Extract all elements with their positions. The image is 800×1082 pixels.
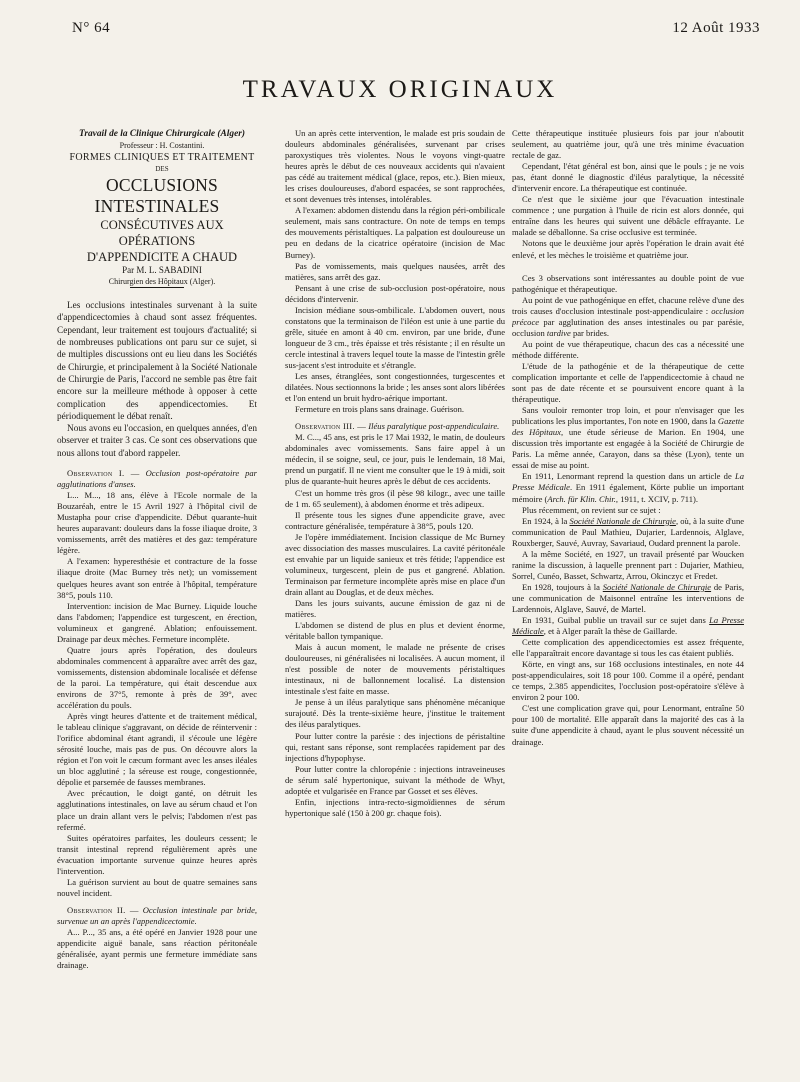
- observation-paragraph: Dans les jours suivants, aucune émission de gaz ni de matières.: [285, 597, 505, 620]
- discussion-paragraph: L'étude de la pathogénie et de la thérapeutique de cette complication importante et celle de l'appendicectomie à chaud ne sont pas de date récente et se poursuivent encore quant à la thérapeutique.: [512, 360, 744, 405]
- observation-label: Observation II. —: [67, 904, 139, 915]
- article-title-main: OCCLUSIONS INTESTINALES: [94, 175, 220, 217]
- observation-title: Occlusion post-opératoire par agglutinations d'anses.: [57, 468, 257, 490]
- title-rule: [130, 287, 184, 288]
- observation-title: Iléus paralytique post-appendiculaire.: [368, 421, 500, 432]
- observation-paragraph: Il présente tous les signes d'une appendicite grave, avec contracture généralisée, température à 38°5, pouls 120.: [285, 509, 505, 531]
- observation-paragraph: Pas de vomissements, mais quelques nausées, arrêt des matières, sans arrêt des gaz.: [285, 260, 505, 282]
- article-title-line-1: FORMES CLINIQUES ET TRAITEMENT: [69, 152, 255, 164]
- observation-title: Occlusion intestinale par bride, survenue un an après l'appendicectomie.: [57, 904, 257, 926]
- discussion-paragraph: A la même Société, en 1927, un travail présenté par Woucken ranime la discussion, à laquelle prennent part : Dujarier, Mathieu, Sorrel, Cunéo, Basset, Schwartz, Arrou, Okinczyc et Fredet.: [512, 548, 744, 581]
- article-title-line-3: CONSÉCUTIVES AUX OPÉRATIONS: [100, 218, 224, 249]
- intro-paragraph: Les occlusions intestinales survenant à la suite d'appendicectomies à chaud sont assez fréquentes. Cependant, leur traitement est toujours d'actualité; si de nombreuses publications ont paru sur ce sujet, si de multiples discussions ont eu lieu dans les Sociétés de Chirurgie, et principalement à la Société Nationale de Chirurgie de Paris, l'accord ne semble pas être fait encore sur la meilleure méthode à opposer à cette complication des appendicectomies. Et périodiquement le débat renaît.: [57, 301, 257, 422]
- discussion-paragraph: Plus récemment, on revient sur ce sujet :: [522, 504, 661, 515]
- discussion-paragraph: En 1931, Guibal publie un travail sur ce sujet dans La Presse Médicale, et à Alger paraît la thèse de Gaillarde.: [512, 615, 744, 637]
- observation-heading: [285, 421, 505, 432]
- intro-paragraph: Nous avons eu l'occasion, en quelques années, d'en observer et traiter 3 cas. Ce sont ces observations que nous allons tout d'abord rappeler.: [57, 424, 257, 459]
- observation-paragraph: Cette thérapeutique instituée plusieurs fois par jour n'aboutit seulement, au quatrième jour, qu'à une très minime évacuation rectale de gaz.: [512, 128, 744, 161]
- observation-paragraph: L'abdomen se distend de plus en plus et devient énorme, véritable ballon tympanique.: [285, 620, 505, 642]
- observation-paragraph: Pour lutter contre la chloropénie : injections intraveineuses de sérum salé hypertonique, suivant la méthode de Whyt, adoptée et vulgarisée en France par Gosset et ses élèves.: [285, 763, 505, 796]
- article-author: Par M. L. SABADINI: [122, 265, 202, 276]
- article-title-des: DES: [155, 165, 169, 174]
- observation-paragraph: La guérison survient au bout de quatre semaines sans nouvel incident.: [57, 876, 257, 898]
- observation-paragraph: L... M..., 18 ans, élève à l'Ecole normale de la Bouzaréah, entre le 15 Avril 1927 à l'hôpital civil de Mustapha pour crise d'appendicite. Début quarante-huit heures auparavant: douleurs dans la fosse iliaque droite, 3 vomissements, arrêt des matières et des gaz: température légère.: [57, 490, 257, 556]
- observation-paragraph: Je l'opère immédiatement. Incision classique de Mc Burney avec dissociation des masses musculaires. La cavité péritonéale est envahie par un liquide sanieux et très fétide; l'appendice est volumineux, turgescent, plein de pus et gangrené. Ablation. Terminaison par fermeture incomplète après mise en place d'un drain allant au Douglas, et de deux mèches.: [285, 531, 505, 597]
- discussion-paragraph: Cette complication des appendicectomies est assez fréquente, elle l'apparaîtrait encore davantage si tous les cas étaient publiés.: [512, 637, 744, 659]
- observation-paragraph: Cependant, l'état général est bon, ainsi que le pouls ; je ne vois pas, étant donné le diagnostic d'iléus paralytique, la nécessité d'intervenir encore. La thérapeutique est continuée.: [512, 161, 744, 194]
- observation-paragraph: C'est un homme très gros (il pèse 98 kilogr., avec une taille de 1 m. 65 seulement), à abdomen énorme et très adipeux.: [285, 487, 505, 509]
- observation-paragraph: Pensant à une crise de sub-occlusion post-opératoire, nous décidons d'intervenir.: [285, 282, 505, 304]
- observation-heading: [57, 905, 257, 927]
- observation-paragraph: A l'examen: abdomen distendu dans la région péri-ombilicale seulement, mais sans contracture. On note de temps en temps des mouvements péristaltiques. La palpation est douloureuse un peu en dedans de la cicatrice opératoire (incision de Mac Burney).: [285, 205, 505, 260]
- observation-paragraph: Notons que le deuxième jour après l'opération le drain avait été enlevé, et les mèches le troisième et quatrième jour.: [512, 238, 744, 260]
- observation-paragraph: Intervention: incision de Mac Burney. Liquide louche dans l'abdomen; l'appendice est turgescent, en érection, volumineux et gangrené. Ablation; enfouissement. Drainage par deux mèches. Fermeture incomplète.: [57, 600, 257, 644]
- clinic-title: Travail de la Clinique Chirurgicale (Alger): [78, 129, 246, 139]
- page-header: [50, 20, 760, 42]
- discussion-paragraph: Körte, en vingt ans, sur 168 occlusions intestinales, en note 44 post-appendiculaires, soit 18 pour 100. Comme il a opéré, pendant ce temps, 2.385 appendicites, l'occlusion post-opératoire s'élève à environ 2 pour 100.: [512, 659, 744, 703]
- discussion-paragraph: Au point de vue pathogénique en effet, chacune relève d'une des trois causes d'occlusion intestinale post-appendiculaire : occlusion précoce par agglutination des anses intestinales ou par parésie, occlusion tardive par brides.: [512, 294, 744, 338]
- column-1: [57, 128, 257, 1076]
- observation-paragraph: Les anses, étranglées, sont congestionnées, turgescentes et dilatées. Nous sectionnons la bride ; les anses sont alors libérées et l'on entend un bruit hydro-aérique important.: [285, 371, 505, 404]
- column-3: [512, 128, 744, 1076]
- issue-date: 12 Août 1933: [672, 20, 760, 36]
- clinic-professor: Professeur : H. Costantini.: [119, 141, 205, 150]
- observation-heading: [57, 468, 257, 490]
- observation-paragraph: A... P..., 35 ans, a été opéré en Janvier 1928 pour une appendicite aiguë banale, sans réaction péritonéale généralisée, ayant permis une fermeture immédiate sans drainage.: [57, 926, 257, 971]
- observation-paragraph: A l'examen: hyperesthésie et contracture de la fosse iliaque droite (Mac Burney très net); un vomissement quelques heures avant son entrée à l'hôpital, température 38°5, pouls 110.: [57, 556, 257, 600]
- observation-paragraph: Avec précaution, le doigt ganté, on détruit les agglutinations intestinales, on lave au sérum chaud et l'on place un drain allant vers le pelvis; l'abdomen n'est pas refermé.: [57, 788, 257, 832]
- observation-paragraph: Suites opératoires parfaites, les douleurs cessent; le transit intestinal reprend régulièrement après une évacuation importante survenue quinze heures après l'intervention.: [57, 832, 257, 876]
- observation-paragraph: Quatre jours après l'opération, des douleurs abdominales commencent à apparaître avec arrêt des gaz, vomissements, distension abdominale localisée et défense de la paroi. La température, qui était descendue aux environs de 37°5, remonte à près de 39°, avec accélération du pouls.: [57, 644, 257, 711]
- issue-number: N° 64: [72, 20, 111, 36]
- observation-paragraph: Fermeture en trois plans sans drainage. Guérison.: [295, 404, 464, 415]
- discussion-paragraph: Sans vouloir remonter trop loin, et pour n'envisager que les publications les plus importantes, l'on note en 1900, dans la Gazette des Hôpitaux, une étude sérieuse de Marion. En 1904, une discussion très importante est engagée à la Société de Chirurgie de Paris. La même année, Carayon, dans sa thèse (Lyon), tente un essai de mise au point.: [512, 405, 744, 471]
- observation-paragraph: Ce n'est que le sixième jour que l'évacuation intestinale commence ; une purgation à l'huile de ricin est alors donnée, qui entraîne dans les heures qui suivent une débâcle effrayante. Le malade se déballonne. Sa crise occlusive est terminée.: [512, 194, 744, 238]
- discussion-paragraph: En 1928, toujours à la Société Nationale de Chirurgie de Paris, une communication de Maisonnel entraîne les interventions de Lardennois, Alglave, Sauvé, de Martel.: [512, 581, 744, 614]
- article-title-line-4: D'APPENDICITE A CHAUD: [86, 250, 238, 265]
- discussion-paragraph: En 1911, Lenormant reprend la question dans un article de La Presse Médicale. En 1911 également, Körte publie un important mémoire (Arch. für Klin. Chir., 1911, t. XCIV, p. 711).: [512, 471, 744, 504]
- author-affiliation: Chirurgien des Hôpitaux (Alger).: [108, 277, 216, 287]
- section-title: TRAVAUX ORIGINAUX: [242, 76, 558, 103]
- observation-paragraph: Mais à aucun moment, le malade ne présente de crises douloureuses, ni généralisées ni localisées. A aucun moment, il n'est possible de noter de mouvements péristaltiques intestinaux, ni de ballonnement localisé. La distension intestinale s'est faite en masse.: [285, 642, 505, 697]
- observation-paragraph: Enfin, injections intra-recto-sigmoïdiennes de sérum hypertonique salé (150 à 200 gr. chaque fois).: [285, 796, 505, 818]
- observation-paragraph: Je pense à un iléus paralytique sans phénomène mécanique surajouté. Dès la trente-sixième heure, j'institue le traitement des iléus paralytiques.: [285, 697, 505, 730]
- observation-paragraph: M. C..., 45 ans, est pris le 17 Mai 1932, le matin, de douleurs abdominales avec vomissements. Sans faire appel à un médecin, il se soigne, seul, ce jour, puis le lendemain, 18 Mai, prend un purgatif. Il ne vient me consulter que le 19 à midi, soit plus de quarante-huit heures après le début de ces accidents.: [285, 432, 505, 487]
- discussion-paragraph: En 1924, à la Société Nationale de Chirurgie, où, à la suite d'une communication de Paul Mathieu, Dujarier, Lardennois, Alglave, Rouxberger, Sauvé, Auvray, Savariaud, Oudard prennent la parole.: [512, 515, 744, 548]
- discussion-paragraph: Ces 3 observations sont intéressantes au double point de vue pathogénique et thérapeutique.: [512, 272, 744, 294]
- observation-paragraph: Pour lutter contre la parésie : des injections de péristaltine qui, restant sans réponse, sont remplacées rapidement par des injections d'hypophyse.: [285, 730, 505, 763]
- introduction: [57, 300, 257, 460]
- column-2: [285, 128, 505, 1076]
- discussion-paragraph: Au point de vue thérapeutique, chacun des cas a nécessité une méthode différente.: [512, 338, 744, 360]
- observation-paragraph: Après vingt heures d'attente et de traitement médical, le tableau clinique s'aggravant, on décide de réintervenir : l'orifice abdominal étant agrandi, il s'écoule une légère sérosité louche, mais pas de pus. On découvre alors la région et l'on voit le cæcum formant avec les anses iléales un bloc agglutiné ; la séreuse est rouge, congestionnée, dépolie et parsemée de fausses membranes.: [57, 711, 257, 788]
- discussion-paragraph: C'est une complication grave qui, pour Lenormant, entraîne 50 pour 100 de mortalité. Elle apparaît dans la majorité des cas à la suite d'une appendicite à chaud, ayant le plus souvent nécessité un drainage.: [512, 703, 744, 747]
- observation-label: Observation III. —: [295, 421, 367, 432]
- observation-paragraph: Un an après cette intervention, le malade est pris soudain de douleurs abdominales généralisées, survenant par crises paroxystiques très violentes. Nous le voyons vingt-quatre heures après le début de ces nouveaux accidents qui n'avaient pas cédé au traitement médical (glace, repos, etc.). Bien mieux, les crises douloureuses, d'abord espacées, se sont rapprochées, et sont devenues très intenses, intolérables.: [285, 128, 505, 205]
- observation-paragraph: Incision médiane sous-ombilicale. L'abdomen ouvert, nous constatons que la terminaison de l'iléon est unie à une partie du grêle, située en amont à 40 cm. environ, par une bride, d'une longueur de 3 cm., très épaisse et très résistante ; il en résulte un cercle intestinal à travers lequel toute la masse de l'intestin grêle sus-jacent s'est introduite et s'étrangle.: [285, 304, 505, 370]
- observation-label: Observation I. —: [67, 468, 140, 479]
